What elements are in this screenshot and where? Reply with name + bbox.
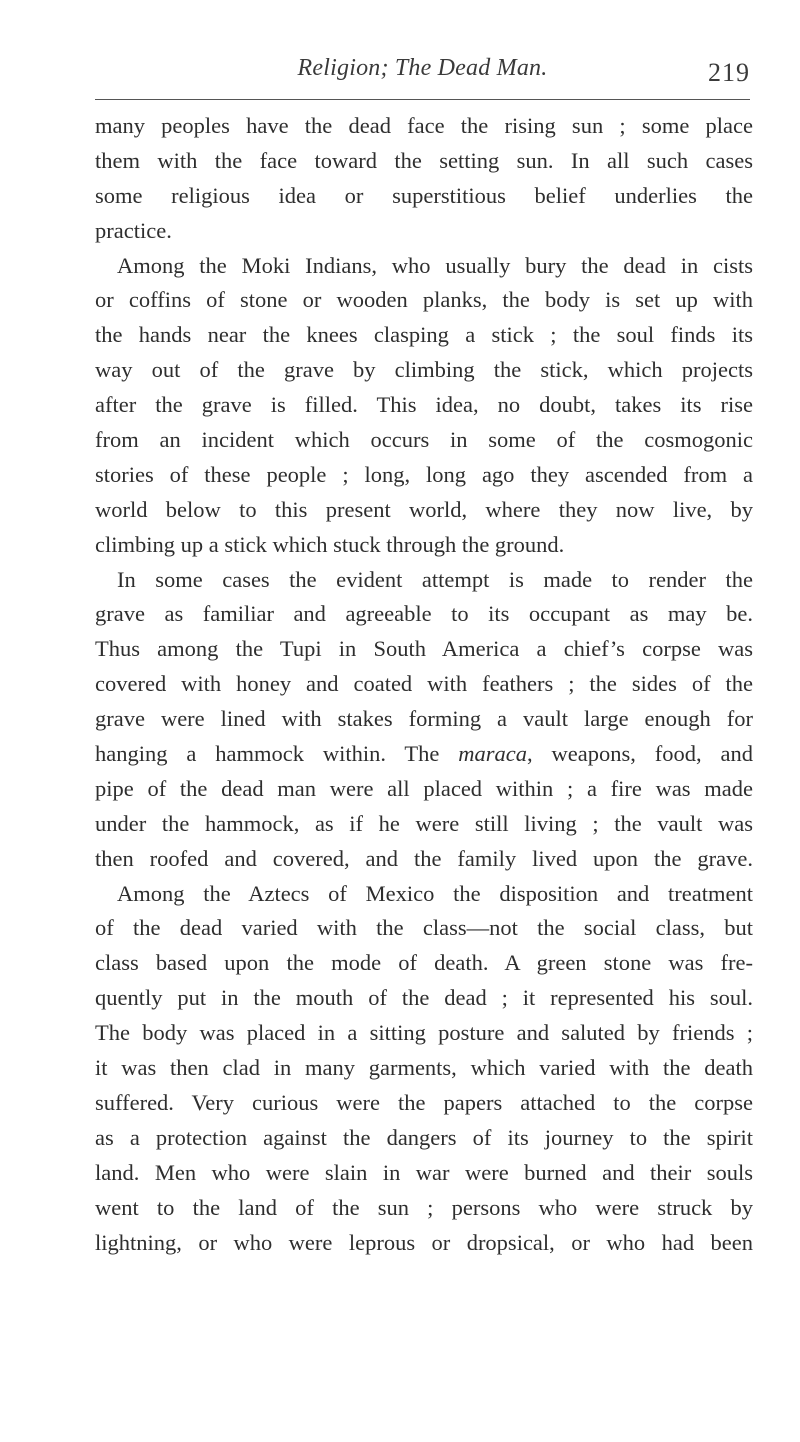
text-line: some religious idea or superstitious belief underlies the	[95, 182, 753, 208]
text-line: stories of these people ; long, long ago they ascended from a	[95, 461, 753, 487]
text-line: Among the Moki Indians, who usually bury the dead in cists	[117, 252, 753, 278]
text-line: practice.	[95, 217, 172, 243]
header-rule	[95, 99, 750, 100]
text-line: pipe of the dead man were all placed within ; a fire was made	[95, 775, 753, 801]
body-text	[95, 109, 753, 1260]
text-line: after the grave is filled. This idea, no doubt, takes its rise	[95, 392, 753, 418]
text-line: went to the land of the sun ; persons who were struck by	[95, 1194, 753, 1220]
text-line: them with the face toward the setting sun. In all such cases	[95, 147, 753, 173]
text-line: many peoples have the dead face the rising sun ; some place	[95, 113, 753, 138]
running-title: Religion; The Dead Man.	[297, 55, 548, 81]
text-line: climbing up a stick which stuck through the ground.	[95, 531, 565, 557]
text-line: under the hammock, as if he were still living ; the vault was	[95, 810, 753, 836]
page-number: 219	[708, 58, 750, 87]
text-line: world below to this present world, where they now live, by	[95, 496, 753, 522]
text-line: of the dead varied with the class—not the social class, but	[95, 915, 753, 941]
text-line: as a protection against the dangers of its journey to the spirit	[95, 1124, 753, 1150]
text-line: land. Men who were slain in war were burned and their souls	[95, 1159, 753, 1185]
text-line: the hands near the knees clasping a stick ; the soul finds its	[95, 322, 753, 348]
text-line: grave were lined with stakes forming a vault large enough for	[95, 706, 753, 732]
text-line: suffered. Very curious were the papers attached to the corpse	[95, 1089, 753, 1115]
text-line: class based upon the mode of death. A green stone was fre-	[95, 950, 753, 976]
italic-term: maraca	[458, 741, 528, 767]
text-line: grave as familiar and agreeable to its occupant as may be.	[95, 601, 753, 627]
text-line: then roofed and covered, and the family lived upon the grave.	[95, 845, 753, 871]
text-line: In some cases the evident attempt is made to render the	[117, 566, 753, 592]
text-line: covered with honey and coated with feathers ; the sides of the	[95, 671, 753, 697]
running-header	[95, 40, 750, 90]
text-line: The body was placed in a sitting posture and saluted by friends ;	[95, 1020, 753, 1046]
text-line: quently put in the mouth of the dead ; it represented his soul.	[95, 985, 753, 1011]
text-line-mixed	[95, 737, 753, 772]
text-line: Thus among the Tupi in South America a chief’s corpse was	[95, 636, 753, 662]
text-line: it was then clad in many garments, which varied with the death	[95, 1055, 753, 1081]
text-segment: hanging a hammock within. The	[95, 741, 440, 767]
text-line: lightning, or who were leprous or dropsical, or who had been	[95, 1229, 753, 1255]
text-line: way out of the grave by climbing the stick, which projects	[95, 357, 753, 383]
text-segment: , weapons, food, and	[527, 741, 753, 767]
text-line: from an incident which occurs in some of the cosmogonic	[95, 427, 753, 453]
text-line: or coffins of stone or wooden planks, the body is set up with	[95, 287, 753, 313]
text-line: Among the Aztecs of Mexico the disposition and treatment	[117, 880, 753, 906]
